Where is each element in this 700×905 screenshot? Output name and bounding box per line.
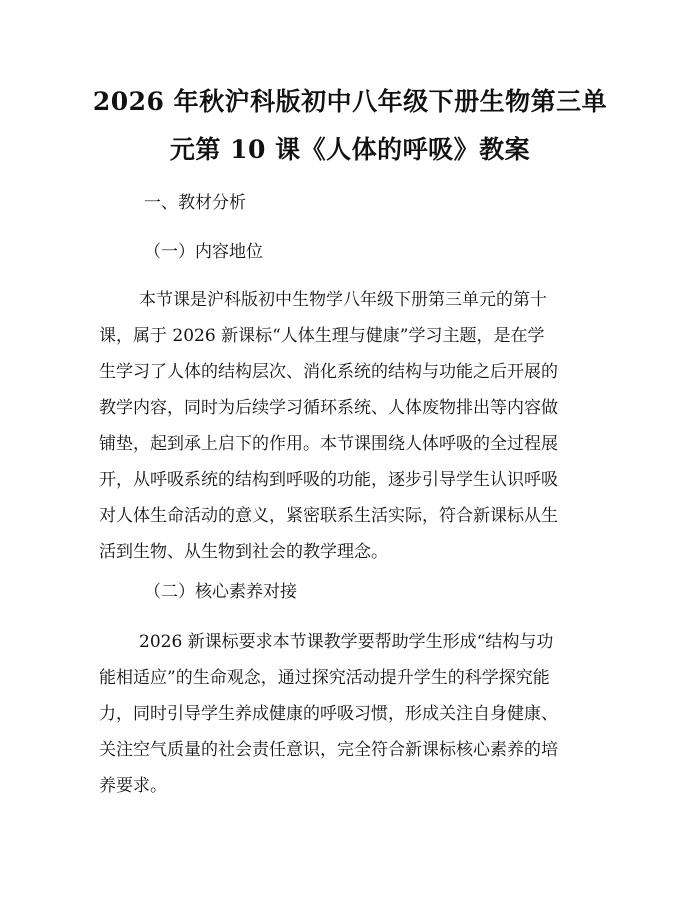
paragraph-content-position bbox=[99, 282, 619, 570]
paragraph-line: 关注空气质量的社会责任意识，完全符合新课标核心素养的培 bbox=[99, 740, 558, 760]
subsection-heading-core-literacy: （二）核心素养对接 bbox=[144, 582, 297, 602]
paragraph-line: 活到生物、从生物到社会的教学理念。 bbox=[99, 542, 388, 562]
paragraph-line: 课，属于 2026 新课标“人体生理与健康”学习主题，是在学 bbox=[99, 326, 545, 346]
paragraph-core-literacy bbox=[99, 624, 619, 804]
paragraph-line: 对人体生命活动的意义，紧密联系生活实际，符合新课标从生 bbox=[99, 506, 558, 526]
paragraph-line: 教学内容，同时为后续学习循环系统、人体废物排出等内容做 bbox=[99, 398, 558, 418]
paragraph-line: 生学习了人体的结构层次、消化系统的结构与功能之后开展的 bbox=[99, 362, 558, 382]
paragraph-line: 养要求。 bbox=[99, 776, 167, 796]
document-title-line-2: 元第 10 课《人体的呼吸》教案 bbox=[169, 135, 531, 164]
paragraph-line: 铺垫，起到承上启下的作用。本节课围绕人体呼吸的全过程展 bbox=[99, 434, 558, 454]
subsection-heading-content-position: （一）内容地位 bbox=[144, 242, 263, 262]
section-heading-textbook-analysis: 一、教材分析 bbox=[144, 193, 246, 213]
document-title-line-1: 2026 年秋沪科版初中八年级下册生物第三单 bbox=[92, 87, 608, 116]
paragraph-line: 本节课是沪科版初中生物学八年级下册第三单元的第十 bbox=[139, 290, 547, 310]
paragraph-line: 开，从呼吸系统的结构到呼吸的功能，逐步引导学生认识呼吸 bbox=[99, 470, 558, 490]
paragraph-line: 2026 新课标要求本节课教学要帮助学生形成“结构与功 bbox=[139, 632, 554, 652]
paragraph-line: 力，同时引导学生养成健康的呼吸习惯，形成关注自身健康、 bbox=[99, 704, 558, 724]
paragraph-line: 能相适应”的生命观念，通过探究活动提升学生的科学探究能 bbox=[99, 668, 550, 688]
